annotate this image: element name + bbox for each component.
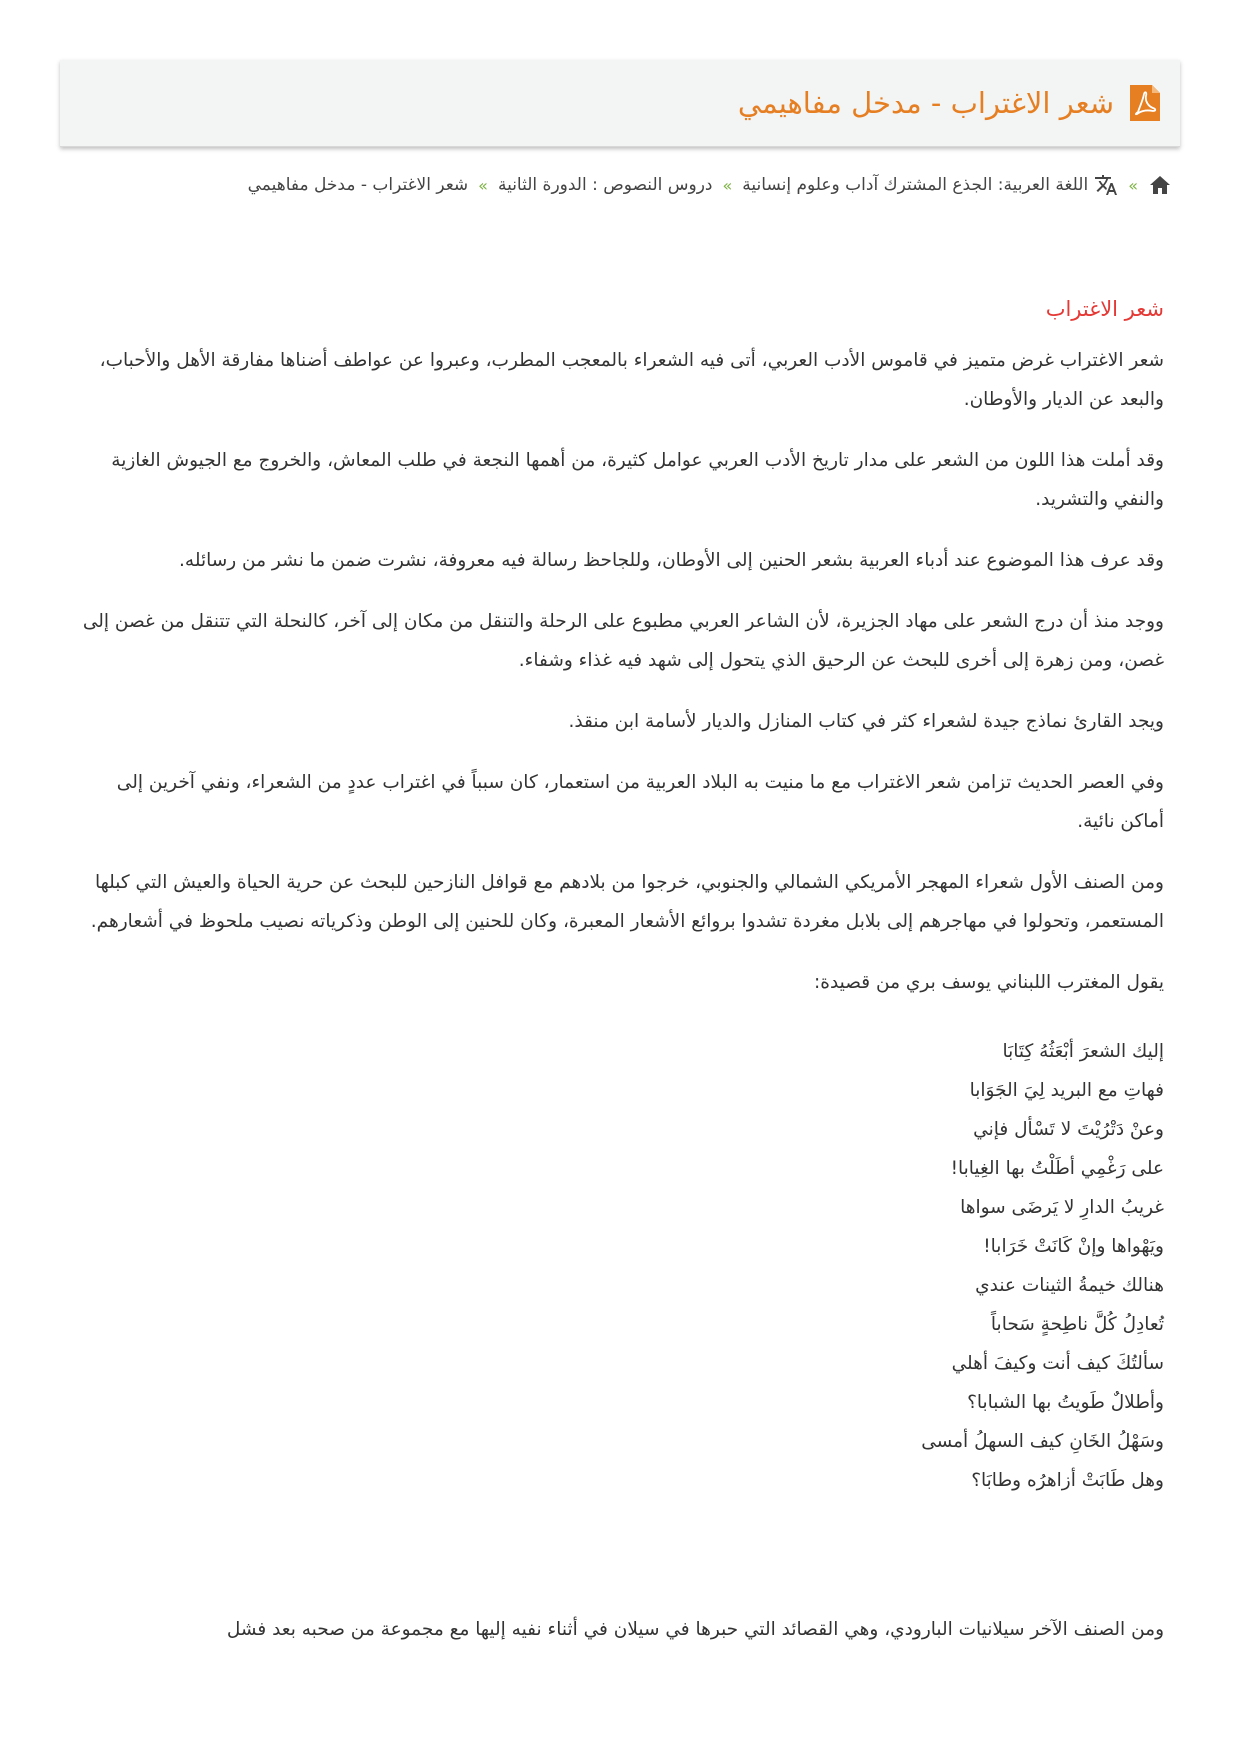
poem-line: وسَهْلُ الخَانِ كيف السهلُ أمسى [921,1431,1164,1453]
poem-line: ويَهْواها وإنْ كَانَتْ خَرَابا! [983,1236,1164,1258]
paragraph: يقول المغترب اللبناني يوسف بري من قصيدة: [814,972,1164,994]
paragraph-truncated: ومن الصنف الآخر سيلانيات البارودي، وهي القصائد التي حبرها في سيلان في أثناء نفيه إليها مع مجموعة من صحبه بعد فشل [226,1619,1164,1640]
section-heading: شعر الاغتراب [1045,297,1164,321]
poem-line: سألتُكَ كيف أنت وكيفَ أهلي [951,1353,1164,1375]
poem-line: فهاتِ مع البريد لِيَ الجَوَابا [969,1080,1164,1102]
poem-line: وعنْ دَتْرُيْتَ لا تَسْأل فإني [973,1119,1164,1141]
paragraph: شعر الاغتراب غرض متميز في قاموس الأدب العربي، أتى فيه الشعراء بالمعجب المطرب، وعبروا عن عواطف أضناها مفارقة الأهل والأحباب، والبعد عن الديار والأوطان. [99,350,1164,411]
poem [74,1032,1164,1500]
breadcrumb-item-current: شعر الاغتراب - مدخل مفاهيمي [247,175,469,195]
paragraph: وفي العصر الحديث تزامن شعر الاغتراب مع ما منيت به البلاد العربية من استعمار، كان سبباً في اغتراب عددٍ من الشعراء، ونفي آخرين إلى أماكن نائية. [116,772,1164,833]
article-body [74,296,1164,1500]
breadcrumb [248,170,1172,200]
poem-line: غريبُ الدارِ لا يَرضَى سواها [960,1197,1164,1219]
home-icon[interactable] [1148,173,1172,197]
paragraph: وقد عرف هذا الموضوع عند أدباء العربية بشعر الحنين إلى الأوطان، وللجاحظ رسالة فيه معروفة، نشرت ضمن ما نشر من رسائله. [179,550,1164,572]
paragraph: ويجد القارئ نماذج جيدة لشعراء كثر في كتاب المنازل والديار لأسامة ابن منقذ. [568,711,1164,733]
paragraph: وقد أملت هذا اللون من الشعر على مدار تاريخ الأدب العربي عوامل كثيرة، من أهمها النجعة في طلب المعاش، والخروج مع الجيوش الغازية والنفي والتشريد. [111,450,1164,511]
poem-line: وأطلالٌ طَويتُ بها الشبابا؟ [967,1392,1164,1414]
breadcrumb-separator: » [478,175,488,195]
breadcrumb-item-course[interactable]: اللغة العربية: الجذع المشترك آداب وعلوم إنسانية [742,175,1089,195]
breadcrumb-item-section[interactable]: دروس النصوص : الدورة الثانية [497,175,713,195]
pdf-icon[interactable] [1130,85,1160,121]
poem-line: إليك الشعرَ أبْعَثُهُ كِتَابَا [1002,1041,1164,1063]
breadcrumb-separator: » [1128,175,1138,195]
poem-line: هنالك خيمةُ الثينات عندي [975,1275,1164,1297]
poem-line: تُعادِلُ كُلَّ ناطِحةٍ سَحاباً [990,1314,1164,1336]
page-title: شعر الاغتراب - مدخل مفاهيمي [737,85,1114,120]
paragraph: ووجد منذ أن درج الشعر على مهاد الجزيرة، لأن الشاعر العربي مطبوع على الرحلة والتنقل من مكان إلى آخر، كالنحلة التي تتنقل من غصن إلى غصن، ومن زهرة إلى أخرى للبحث عن الرحيق الذي يتحول إلى شهد فيه غذاء وشفاء. [82,611,1164,672]
page-header [60,60,1180,147]
poem-line: على رَغْمِي أطَلْتُ بها الغِيابا! [950,1158,1164,1180]
poem-line: وهل طَابَتْ أزاهرُه وطابَا؟ [971,1470,1164,1492]
translate-icon [1094,173,1118,197]
paragraph: ومن الصنف الأول شعراء المهجر الأمريكي الشمالي والجنوبي، خرجوا من بلادهم مع قوافل النازحين للبحث عن حرية الحياة والعيش التي كبلها المستعمر، وتحولوا في مهاجرهم إلى بلابل مغردة تشدوا بروائع الأشعار المعبرة، وكان للحنين إلى الوطن وذكرياته نصيب ملحوظ في أشعارهم. [90,872,1164,933]
breadcrumb-separator: » [722,175,733,195]
